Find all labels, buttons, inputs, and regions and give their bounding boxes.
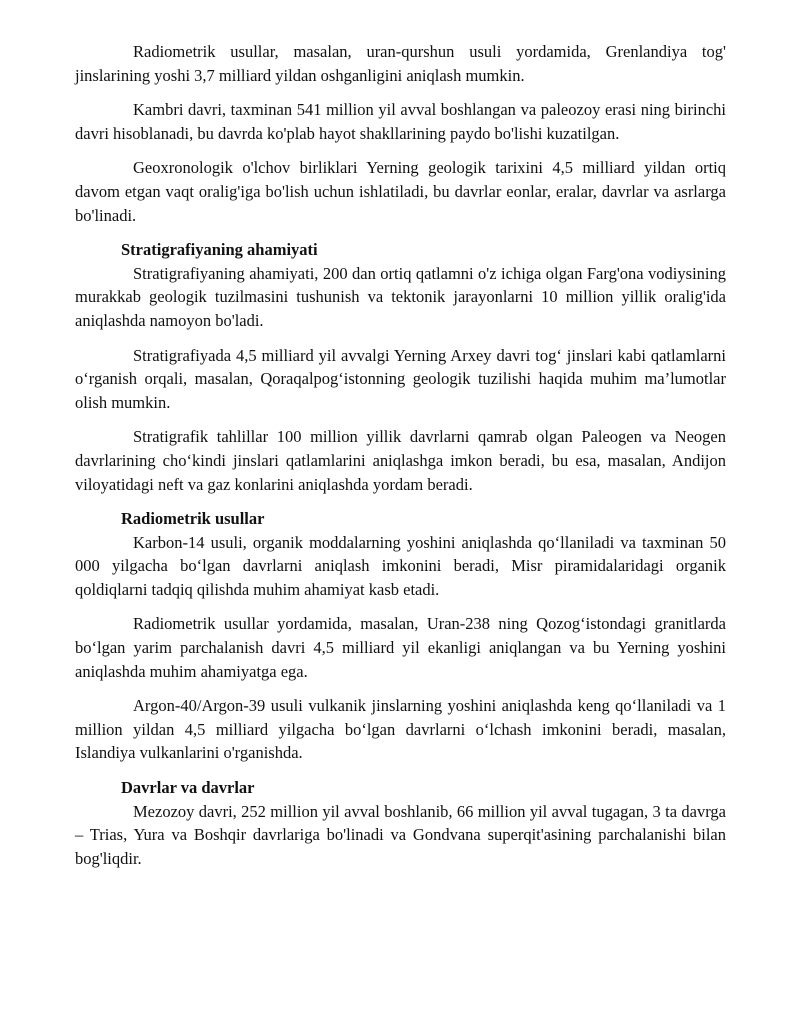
section-davrlar — [75, 776, 726, 870]
paragraph: Radiometrik usullar yordamida, masalan, Uran-238 ning Qozog‘istondagi granitlarda bo‘lgan yarim parchalanish davri 4,5 milliard yil ekanligi aniqlangan va bu Yerning yoshini aniqlashda muhim ahamiyatga ega. — [75, 614, 726, 681]
paragraph: Stratigrafik tahlillar 100 million yillik davrlarni qamrab olgan Paleogen va Neogen davrlarining cho‘kindi jinslari qatlamlarini aniqlashga imkon beradi, bu esa, masalan, Andijon viloyatidagi neft va gaz konlarini aniqlashda yordam beradi. — [75, 427, 726, 494]
section-intro — [75, 40, 726, 227]
paragraph: Kambri davri, taxminan 541 million yil avval boshlangan va paleozoy erasi ning birinchi davri hisoblanadi, bu davrda ko'plab hayot shakllarining paydo bo'lishi kuzatilgan. — [75, 100, 726, 143]
paragraph: Mezozoy davri, 252 million yil avval boshlanib, 66 million yil avval tugagan, 3 ta davrga – Trias, Yura va Boshqir davrlariga bo'linadi va Gondvana superqit'asining parchalanishi bilan bog'liqdir. — [75, 801, 726, 868]
paragraph: Stratigrafiyaning ahamiyati, 200 dan ortiq qatlamni o'z ichiga olgan Farg'ona vodiysining murakkab geologik tuzilmasini tushunish va tektonik jarayonlarni 10 million yillik oralig'ida aniqlashda namoyon bo'ladi. — [75, 263, 726, 330]
section-radiometrik — [75, 507, 726, 765]
document-page — [75, 40, 726, 881]
paragraph: Karbon-14 usuli, organik moddalarning yoshini aniqlashda qo‘llaniladi va taxminan 50 000 yilgacha bo‘lgan davrlarni aniqlash imkonini beradi, Misr piramidalaridagi organik qoldiqlarni tadqiq qilishda muhim ahamiyat kasb etadi. — [75, 532, 726, 599]
section-heading: Stratigrafiyaning ahamiyati — [121, 240, 318, 260]
section-heading: Radiometrik usullar — [121, 509, 265, 529]
paragraph: Geoxronologik o'lchov birliklari Yerning geologik tarixini 4,5 milliard yildan ortiq davom etgan vaqt oralig'iga bo'lish uchun ishlatiladi, bu davrlar eonlar, eralar, davrlar va asrlarga bo'linadi. — [75, 158, 726, 225]
paragraph: Argon-40/Argon-39 usuli vulkanik jinslarning yoshini aniqlashda keng qo‘llaniladi va 1 million yildan 4,5 milliard yilgacha bo‘lgan davrlarni o‘lchash imkonini beradi, masalan, Islandiya vulkanlarini o'rganishda. — [75, 696, 726, 763]
section-heading: Davrlar va davrlar — [121, 778, 255, 798]
paragraph: Stratigrafiyada 4,5 milliard yil avvalgi Yerning Arxey davri tog‘ jinslari kabi qatlamlarni o‘rganish orqali, masalan, Qoraqalpog‘istonning geologik tuzilishi haqida muhim ma’lumotlar olish mumkin. — [75, 345, 726, 412]
paragraph: Radiometrik usullar, masalan, uran-qurshun usuli yordamida, Grenlandiya tog' jinslarining yoshi 3,7 milliard yildan oshganligini aniqlash mumkin. — [75, 42, 726, 85]
section-stratigrafiya — [75, 238, 726, 496]
